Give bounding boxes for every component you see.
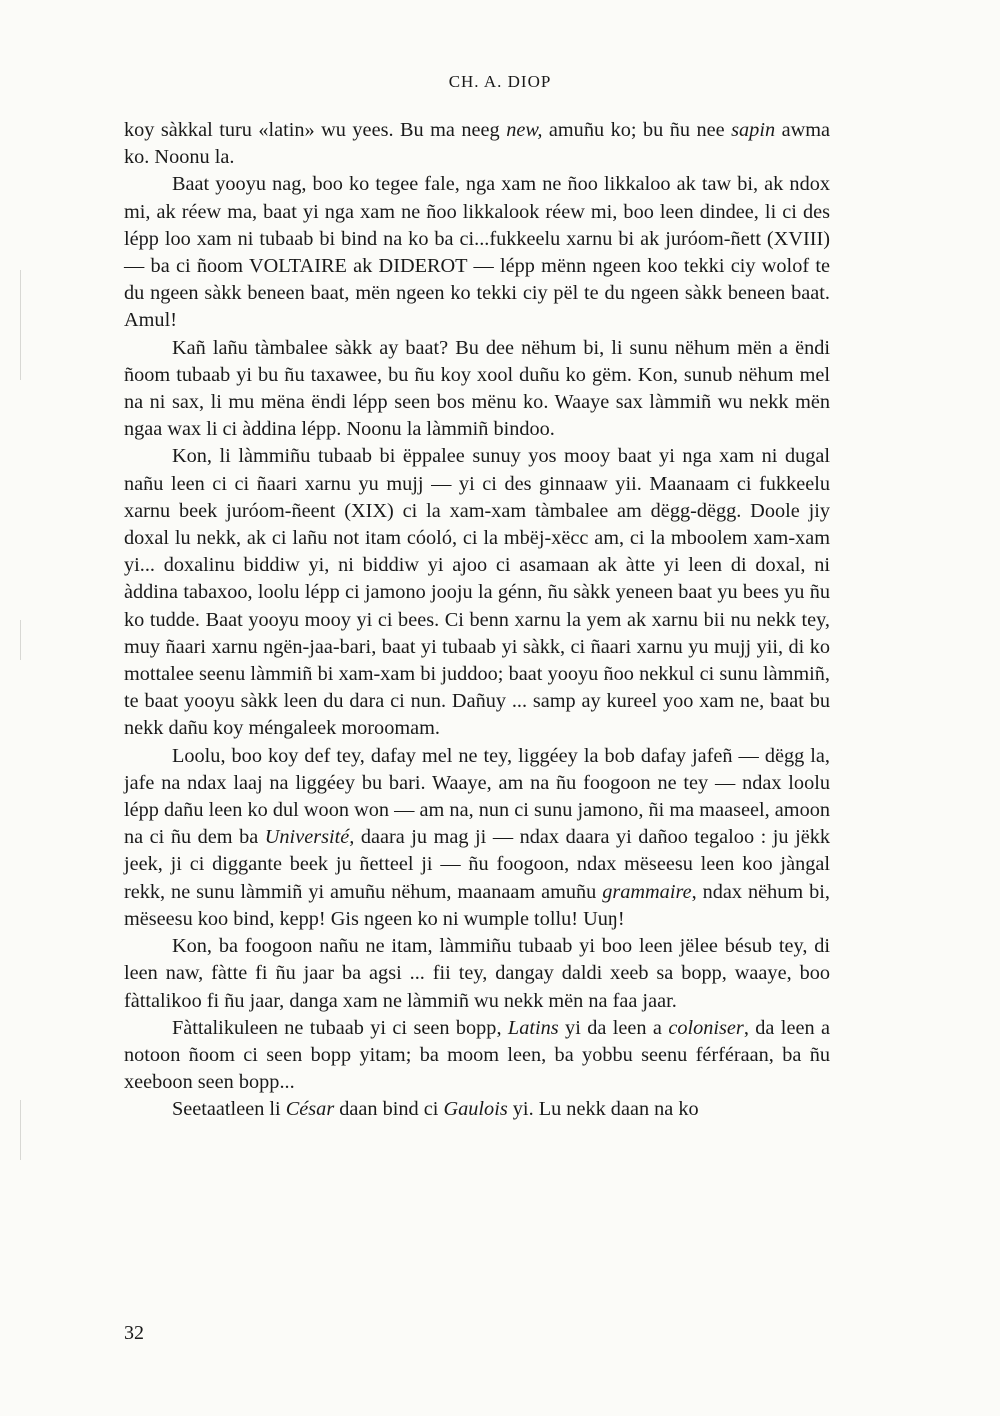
paragraph-text: Loolu, boo koy def tey, dafay mel ne tey, liggéey la bob dafay jafeñ — dëgg la, jafe na ndax laaj na liggéey bu bari. Waaye, am na ñu foogoon ne tey — ndax loolu lépp dañu leen ko dul woon won — am na, nun ci sunu jamono, ñi ma maaseel, amoon na ci ñu dem ba	[124, 744, 830, 849]
paragraph-text: , ndax nëhum bi, mëseesu koo bind, kepp! Gis ngeen ko ni wumple tollu! Uuŋ!	[124, 880, 830, 930]
paragraph-text: awma ko. Noonu la.	[124, 119, 830, 169]
paragraph	[124, 1015, 830, 1097]
paragraph-text: Baat yooyu nag, boo ko tegee fale, nga xam ne ñoo likkaloo ak taw bi, ak ndox mi, ak réew ma, baat yi nga xam ne ñoo likkalook réew mi, boo leen dindee, li ci des lépp loo xam ni tubaab bi bind na ko ba ci...fukkeelu xarnu bi ak juróom-ñett (XVIII) — ba ci ñoom VOLTAIRE ak DIDEROT — lépp mënn ngeen koo tekki ciy wolof te du ngeen sàkk beneen baat, mën ngeen ko tekki ciy pël te du ngeen sàkk beneen baat. Amul!	[124, 173, 830, 332]
paragraph-text: Fàttalikuleen ne tubaab yi ci seen bopp,	[172, 1016, 508, 1039]
italic-term: grammaire	[602, 880, 692, 903]
paragraph-text: , da leen a notoon ñoom ci seen bopp yitam; ba moom leen, ba yobbu seenu férféraan, ba ñu xeeboon seen bopp...	[124, 1016, 830, 1094]
paragraph	[124, 117, 830, 171]
paragraph-text: Seetaatleen li	[172, 1098, 286, 1121]
paragraph	[124, 335, 830, 444]
paragraph-text: yi da leen a	[558, 1016, 669, 1039]
paragraph-text: amuñu ko; bu ñu nee	[542, 119, 732, 141]
scan-edge-mid	[20, 620, 21, 660]
italic-term: César	[285, 1098, 335, 1121]
paragraph	[124, 1096, 830, 1123]
paragraph-text: yi. Lu nekk daan na ko	[507, 1098, 699, 1121]
paragraph-text: daara ju mag ji — ndax daara yi dañoo tegaloo : ju jëkk jeek, ji ci diggante beek ju ñetteel ji — ñu foogoon, ndax mëseesu leen koo jàngal rekk, ne sunu làmmiñ yi amuñu nëhum, maanaam amuñu	[124, 826, 830, 903]
paragraph-text: Kañ lañu tàmbalee sàkk ay baat? Bu dee nëhum bi, li sunu nëhum mën a ëndi ñoom tubaab yi bu ñu taxawee, bu ñu koy xool duñu ko gëm. Kon, sunub nëhum mel na ni sax, li mu mëna ëndi lépp seen bos mënu ko. Waaye sax làmmiñ wu nekk mën ngaa wax li ci àddina lépp. Noonu la làmmiñ bindoo.	[124, 336, 830, 441]
paragraph	[124, 743, 830, 933]
italic-term: Gaulois	[443, 1098, 508, 1121]
italic-term: coloniser	[668, 1016, 744, 1039]
italic-term: Latins	[507, 1016, 559, 1039]
italic-term: new,	[506, 119, 543, 141]
page-number: 32	[124, 1322, 144, 1344]
scan-edge-low	[20, 1100, 21, 1160]
paragraph	[124, 171, 830, 334]
italic-term: Université,	[264, 826, 355, 849]
body-text	[124, 117, 830, 1124]
paragraph-text: Kon, li làmmiñu tubaab bi ëppalee sunuy yos mooy baat yi nga xam ni dugal nañu leen ci ci ñaari xarnu yu mujj — yi ci des ginnaaw yii. Maanaam ci fukkeelu xarnu beek juróom-ñeent (XIX) ci la xam-xam tàmbalee am dëgg-dëgg. Doole jiy doxal lu nekk, ak ci lañu not itam cóoló, ci la mbëj-xëcc am, ci la mboolem xam-xam yi... doxalinu biddiw yi, ni biddiw yi ajoo ci asamaan ak àtte yi leen di doxal, ni àddina tabaxoo, loolu lépp ci jamono jooju la génn, ñu sàkk yeneen baat yu bees yu ñu ko tudde. Baat yooyu mooy yi ci bees. Ci benn xarnu la yem ak xarnu bii nu nekk tey, muy ñaari xarnu ngën-jaa-bari, baat yi tubaab yi sàkk, ci ñaari xarnu yu mujj yii, di ko mottalee seenu làmmiñ bi xam-xam bi juddoo; baat yooyu ñoo nekkul ci sunu làmmiñ, te baat yooyu sàkk leen du dara ci nun. Dañuy ... samp ay kureel yoo xam ne, baat bu nekk dañu koy méngaleek moroomam.	[124, 445, 830, 740]
paragraph	[124, 933, 830, 1015]
scan-edge-top	[20, 270, 21, 380]
paragraph-text: daan bind ci	[334, 1098, 444, 1121]
running-head: CH. A. DIOP	[448, 72, 552, 91]
paragraph	[124, 443, 830, 742]
italic-term: sapin	[731, 119, 776, 141]
paragraph-text: koy sàkkal turu «latin» wu yees. Bu ma neeg	[124, 119, 507, 141]
paragraph-text: Kon, ba foogoon nañu ne itam, làmmiñu tubaab yi boo leen jëlee bésub tey, di leen naw, fàtte fi ñu jaar ba agsi ... fii tey, dangay daldi xeeb sa bopp, waaye, boo fàttalikoo fi ñu jaar, danga xam ne làmmiñ wu nekk mën na faa jaar.	[124, 935, 830, 1012]
